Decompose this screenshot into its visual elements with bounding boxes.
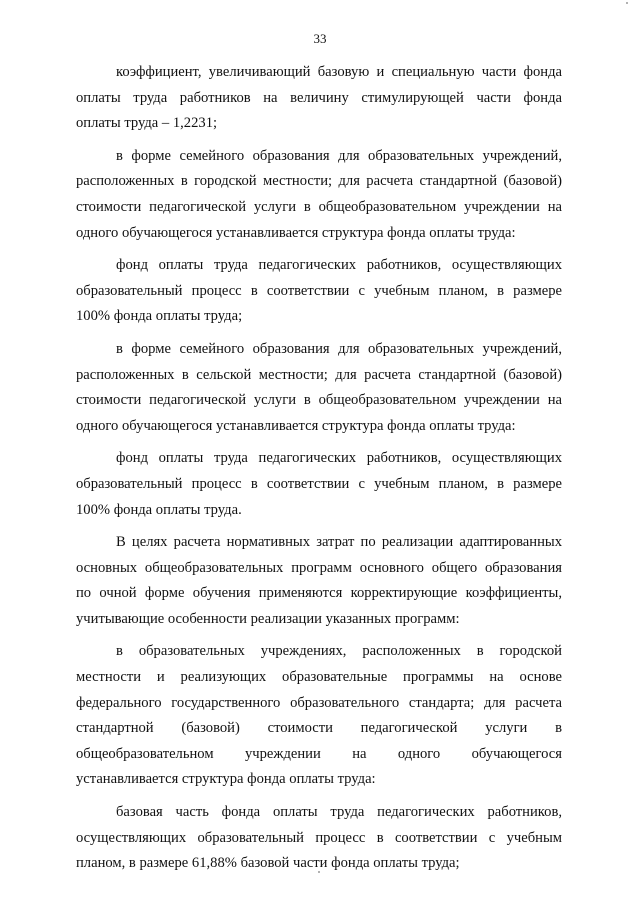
text-line: базовая часть фонда оплаты труда педагогических работников, (116, 804, 562, 821)
text-line: планом, в размере 61,88% базовой части фонда оплаты труда; (76, 855, 460, 872)
scan-speck (318, 871, 320, 873)
text-line: стоимости педагогической услуги в общеобразовательном учреждении на (76, 198, 562, 215)
text-line: в форме семейного образования для образовательных учреждений, (116, 147, 562, 164)
paragraph-urban-fgos (76, 639, 562, 793)
text-line: в образовательных учреждениях, расположенных в городской (116, 643, 562, 660)
text-line: образовательный процесс в соответствии с учебным планом, в размере (76, 475, 562, 492)
text-line: основных общеобразовательных программ основного общего образования (76, 559, 562, 576)
text-line: осуществляющих образовательный процесс в соответствии с учебным (76, 829, 562, 846)
text-line: по очной форме обучения применяются корректирующие коэффициенты, (76, 585, 562, 602)
paragraph-family-education-rural (76, 337, 562, 439)
text-line: стоимости педагогической услуги в общеобразовательном учреждении на (76, 392, 562, 409)
paragraph-adapted-programs (76, 530, 562, 632)
scan-speck (626, 2, 628, 4)
paragraph-payroll-urban (76, 253, 562, 330)
text-line: 100% фонда оплаты труда; (76, 308, 243, 325)
text-line: оплаты труда – 1,2231; (76, 115, 218, 132)
text-line: одного обучающегося устанавливается структура фонда оплаты труда: (76, 417, 516, 434)
text-line: учитывающие особенности реализации указанных программ: (76, 610, 460, 627)
paragraph-payroll-rural (76, 446, 562, 523)
text-line: стандартной (базовой) стоимости педагогической услуги в (76, 720, 562, 737)
text-line: оплаты труда работников на величину стимулирующей части фонда (76, 89, 562, 106)
body-text (76, 60, 562, 877)
text-line: 100% фонда оплаты труда. (76, 501, 242, 518)
text-line: коэффициент, увеличивающий базовую и специальную части фонда (116, 64, 562, 80)
text-line: расположенных в сельской местности; для расчета стандартной (базовой) (76, 366, 562, 383)
text-line: образовательный процесс в соответствии с учебным планом, в размере (76, 282, 562, 299)
text-line: расположенных в городской местности; для расчета стандартной (базовой) (76, 173, 562, 190)
text-line: устанавливается структура фонда оплаты труда: (76, 771, 376, 788)
paragraph-family-education-urban (76, 144, 562, 246)
page-number: 33 (313, 31, 327, 46)
text-line: в форме семейного образования для образовательных учреждений, (116, 340, 562, 357)
paragraph-coefficient-stimulating-part (76, 60, 562, 137)
paragraph-base-payroll-part (76, 800, 562, 877)
text-line: фонд оплаты труда педагогических работников, осуществляющих (116, 257, 562, 274)
text-line: федерального государственного образовательного стандарта; для расчета (76, 694, 562, 711)
text-line: В целях расчета нормативных затрат по реализации адаптированных (116, 534, 562, 551)
text-line: одного обучающегося устанавливается структура фонда оплаты труда: (76, 224, 516, 241)
text-line: фонд оплаты труда педагогических работников, осуществляющих (116, 450, 562, 467)
text-line: местности и реализующих образовательные программы на основе (76, 669, 562, 686)
text-line: общеобразовательном учреждении на одного обучающегося (76, 745, 562, 762)
